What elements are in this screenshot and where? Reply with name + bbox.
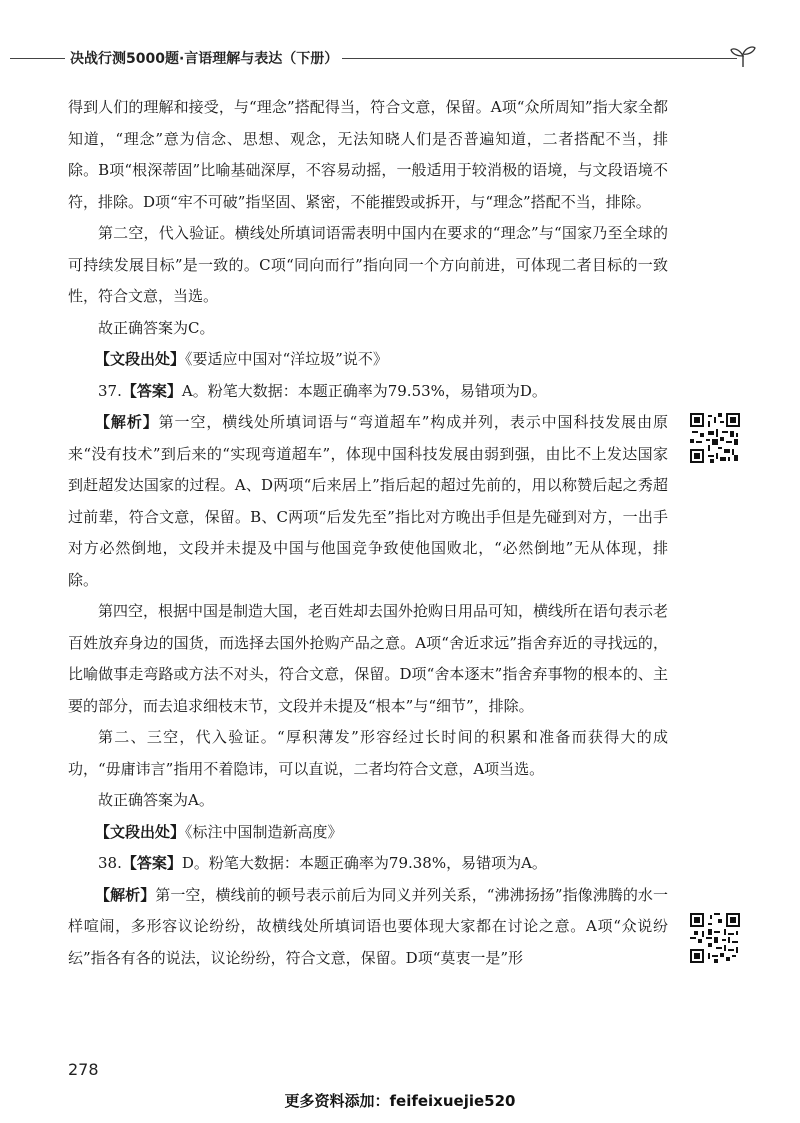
answer-37 [68, 376, 668, 408]
page-number: 278 [68, 1060, 99, 1079]
answer-label: 【答案】 [121, 854, 182, 872]
header-title: 决战行测5000题·言语理解与表达（下册） [70, 51, 339, 67]
answer-text: D。粉笔大数据：本题正确率为79.38%，易错项为A。 [181, 854, 547, 872]
footer-note: 更多资料添加：feifeixuejie520 [284, 1092, 516, 1110]
paragraph-second-blank: 第二空，代入验证。横线处所填词语需表明中国内在要求的“理念”与“国家乃至全球的可持续发展目标”是一致的。C项“同向而行”指向同一个方向前进，可体现二者目标的一致性，符合文意，当选。 [68, 224, 668, 305]
header-rule-right [342, 58, 737, 59]
paragraph-continued: 得到人们的理解和接受，与“理念”搭配得当，符合文意，保留。A项“众所周知”指大家全都知道，“理念”意为信念、思想、观念，无法知晓人们是否普遍知道，二者搭配不当，排除。B项“根深蒂固”比喻基础深厚，不容易动摇，一般适用于较消极的语境，与文段语境不符，排除。D项“牢不可破”指坚固、紧密，不能摧毁或拆开，与“理念”搭配不当，排除。 [68, 98, 668, 211]
analysis-38 [68, 880, 668, 975]
answer-38 [68, 848, 668, 880]
source-label: 【文段出处】 [95, 350, 186, 368]
running-header [0, 44, 800, 74]
source-37 [68, 817, 668, 849]
paragraph-fourth-blank: 第四空，根据中国是制造大国，老百姓却去国外抢购日用品可知，横线所在语句表示老百姓放弃身边的国货，而选择去国外抢购产品之意。A项“舍近求远”指舍弃近的寻找远的，比喻做事走弯路或方法不对头，符合文意，保留。D项“舍本逐末”指舍弃事物的根本的、主要的部分，而去追求细枝末节，文段并未提及“根本”与“细节”，排除。 [68, 602, 669, 715]
qr-code-icon[interactable] [690, 913, 740, 963]
source-36 [68, 344, 668, 376]
analysis-text: 第一空，横线处所填词语与“弯道超车”构成并列，表示中国科技发展由原来“没有技术”到后来的“实现弯道超车”，体现中国科技发展由弱到强，由比不上发达国家到赶超发达国家的过程。A、D两项“后来居上”指后起的超过先前的，用以称赞后起之秀超过前辈，符合文意，保留。B、C两项“后发先至”指比对方晚出手但是先碰到对方，一出手对方必然倒地，文段并未提及中国与他国竞争致使他国败北，“必然倒地”无从体现，排除。 [68, 413, 668, 589]
answer-label: 【答案】 [121, 381, 182, 400]
paragraph-conclusion-36: 故正确答案为C。 [98, 318, 215, 337]
qr-code-icon[interactable] [690, 413, 740, 463]
analysis-label: 【解析】 [95, 413, 159, 431]
source-text: 《要适应中国对“洋垃圾”说不》 [185, 350, 388, 368]
analysis-label: 【解析】 [95, 885, 156, 904]
page-body [68, 92, 668, 974]
question-number: 37. [98, 381, 122, 400]
source-label: 【文段出处】 [95, 822, 186, 841]
analysis-text: 第一空，横线前的顿号表示前后为同义并列关系，“沸沸扬扬”指像沸腾的水一样喧闹，多形容议论纷纷，故横线处所填词语也要体现大家都在讨论之意。A项“众说纷纭”指各有各的说法，议论纷纷，符合文意，保留。D项“莫衷一是”形 [68, 885, 668, 967]
analysis-37 [68, 407, 668, 596]
paragraph-second-third-blank: 第二、三空，代入验证。“厚积薄发”形容经过长时间的积累和准备而获得大的成功，“毋庸讳言”指用不着隐讳，可以直说，二者均符合文意，A项当选。 [68, 728, 668, 778]
sprout-icon [728, 44, 758, 68]
answer-text: A。粉笔大数据：本题正确率为79.53%，易错项为D。 [181, 381, 547, 400]
header-rule-left [10, 58, 65, 59]
question-number: 38. [98, 854, 122, 872]
source-text: 《标注中国制造新高度》 [185, 822, 343, 841]
paragraph-conclusion-37: 故正确答案为A。 [98, 791, 214, 809]
